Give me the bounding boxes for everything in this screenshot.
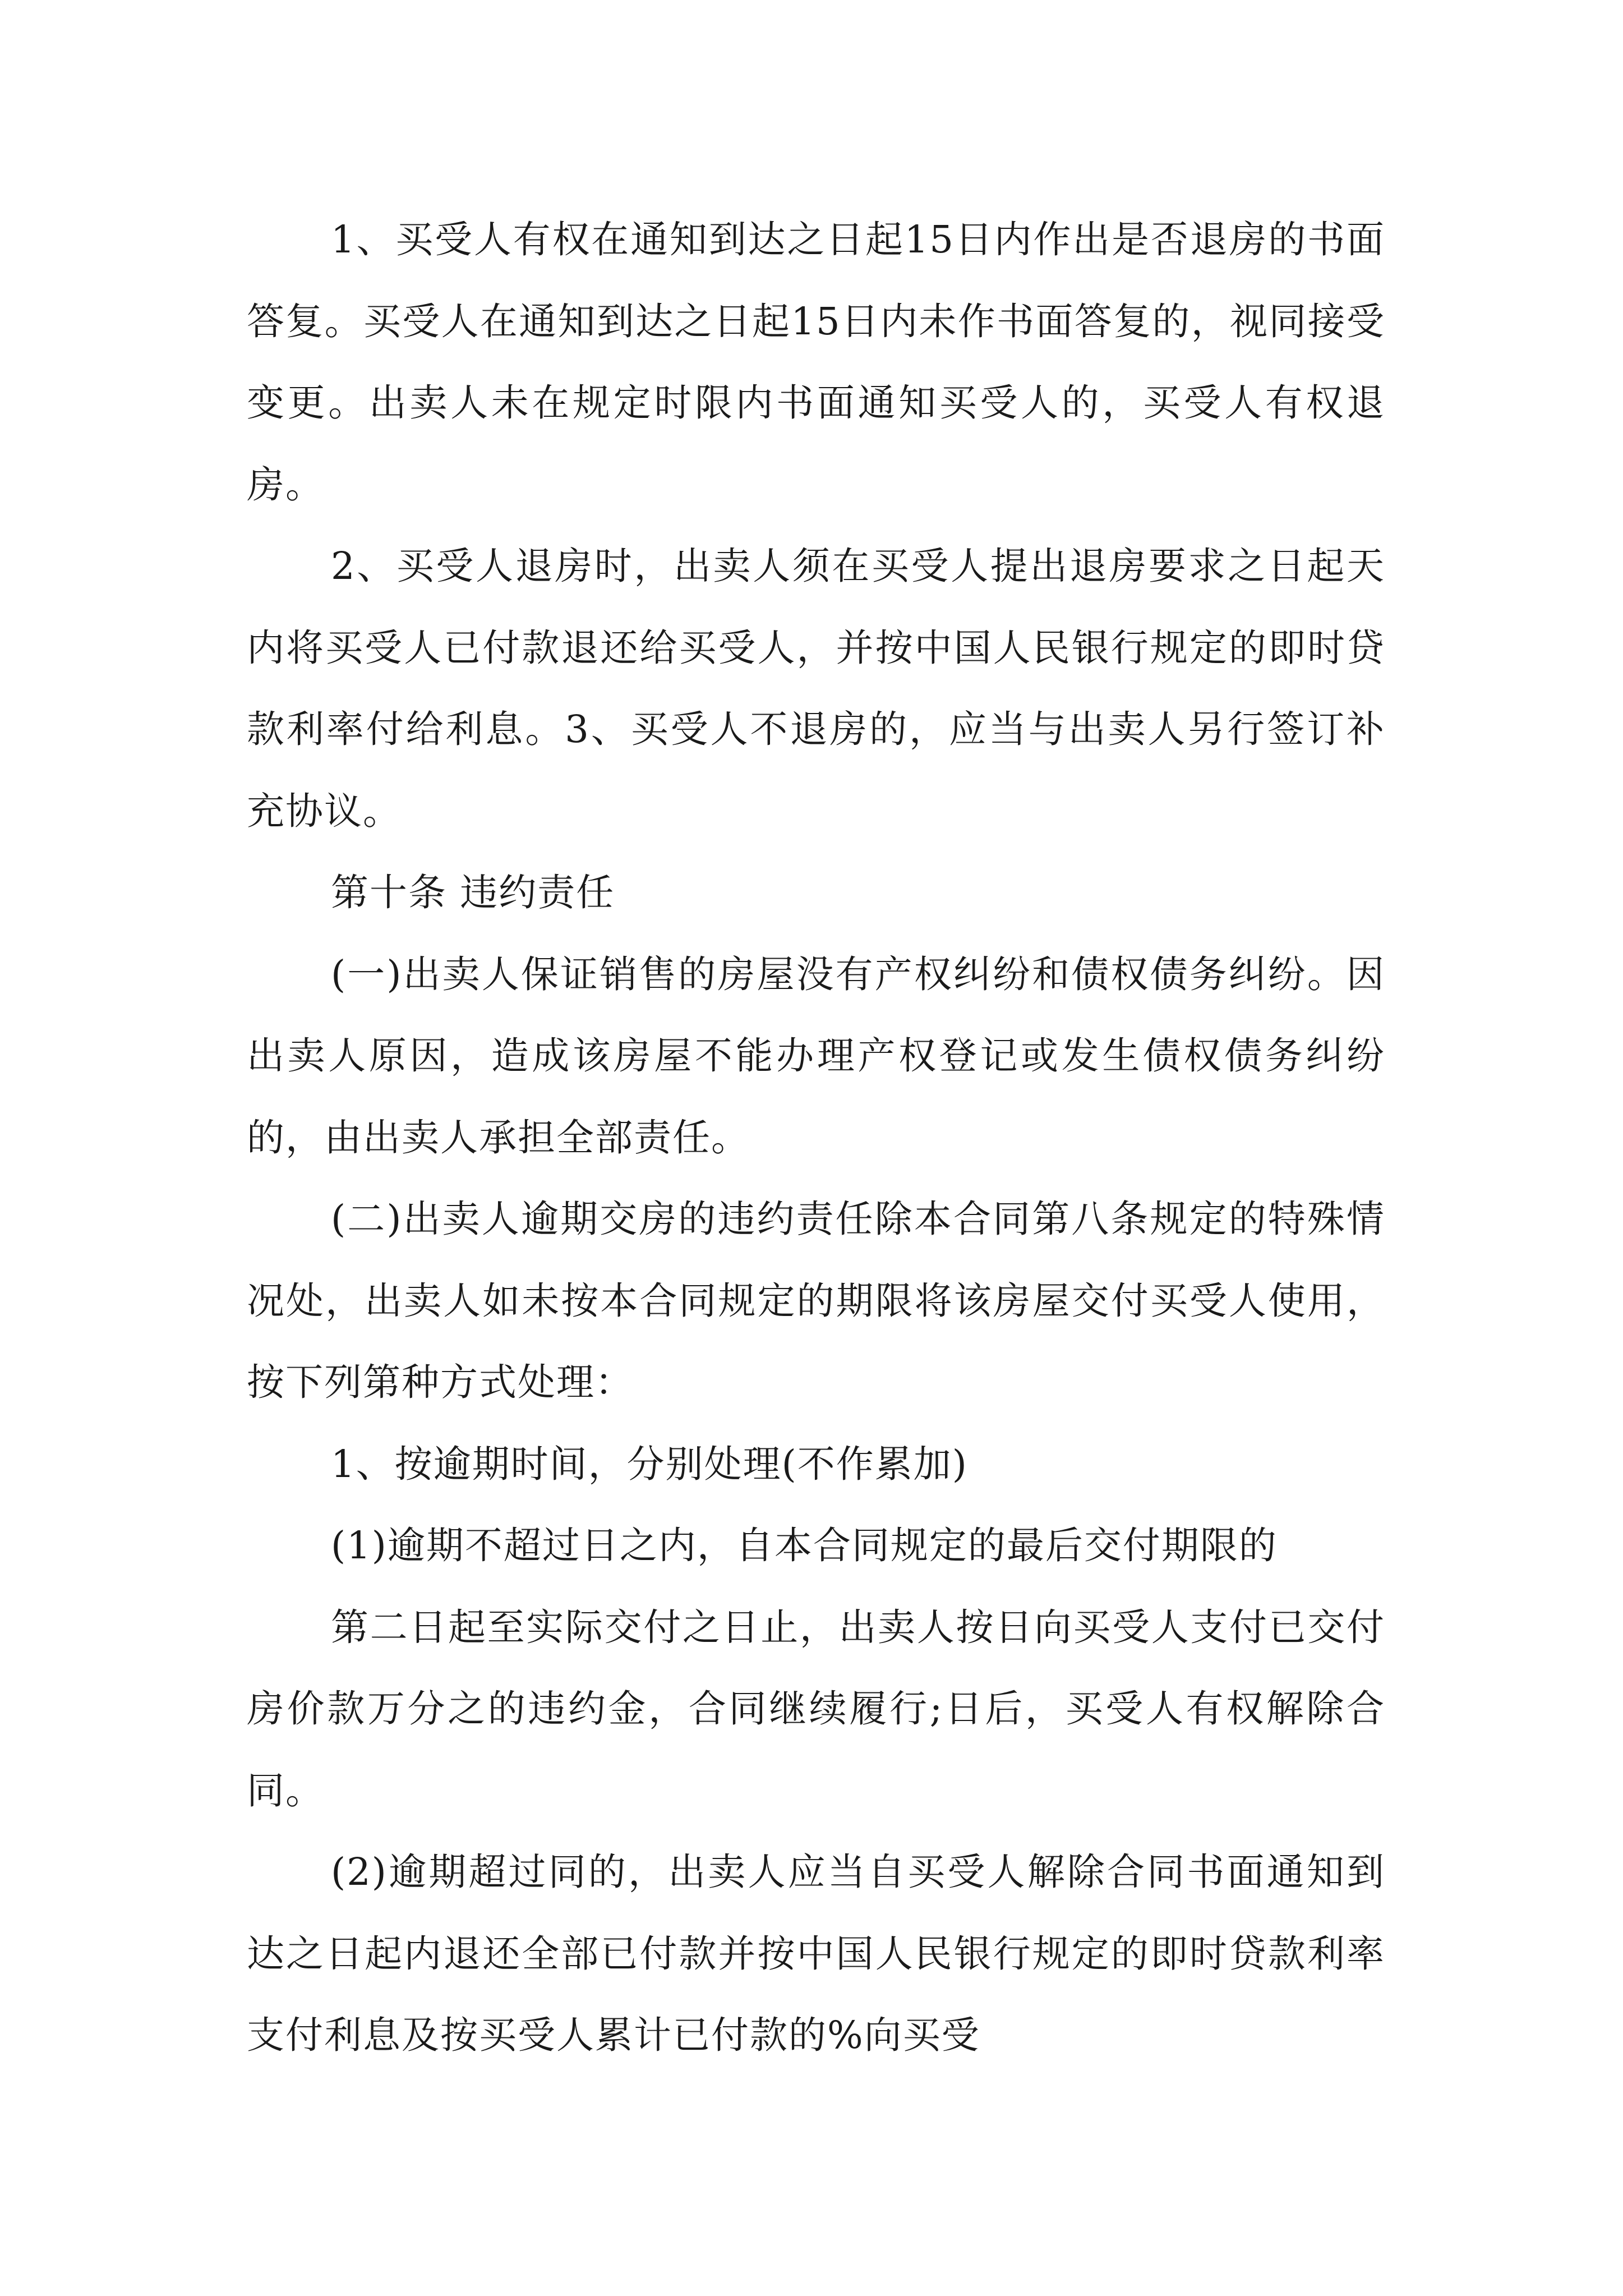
paragraph-clause-2: (二)出卖人逾期交房的违约责任除本合同第八条规定的特殊情况处，出卖人如未按本合同规定的期限将该房屋交付买受人使用，按下列第种方式处理： xyxy=(247,1197,1385,1404)
paragraph-refund-terms: 2、买受人退房时，出卖人须在买受人提出退房要求之日起天内将买受人已付款退还给买受人，并按中国人民银行规定的即时贷款利率付给利息。3、买受人不退房的，应当与出卖人另行签订补充协议。 xyxy=(247,544,1385,833)
paragraph-overdue-handling: 1、按逾期时间，分别处理(不作累加) xyxy=(331,1442,968,1486)
paragraph-overdue-item-1-continued: 第二日起至实际交付之日止，出卖人按日向买受人支付已交付房价款万分之的违约金，合同继续履行;日后，买受人有权解除合同。 xyxy=(247,1605,1385,1812)
paragraph-reply-deadline: 1、买受人有权在通知到达之日起15日内作出是否退房的书面答复。买受人在通知到达之日起15日内未作书面答复的，视同接受变更。出卖人未在规定时限内书面通知买受人的，买受人有权退房。 xyxy=(247,218,1385,507)
section-heading-article-10: 第十条 违约责任 xyxy=(331,871,615,914)
paragraph-overdue-item-2: (2)逾期超过同的，出卖人应当自买受人解除合同书面通知到达之日起内退还全部已付款并按中国人民银行规定的即时贷款利率支付利息及按买受人累计已付款的%向买受 xyxy=(247,1850,1385,2057)
document-body xyxy=(247,199,1385,2077)
paragraph-clause-1: (一)出卖人保证销售的房屋没有产权纠纷和债权债务纠纷。因出卖人原因，造成该房屋不能办理产权登记或发生债权债务纠纷的，由出卖人承担全部责任。 xyxy=(247,952,1385,1159)
paragraph-overdue-item-1: (1)逾期不超过日之内，自本合同规定的最后交付期限的 xyxy=(331,1524,1278,1567)
